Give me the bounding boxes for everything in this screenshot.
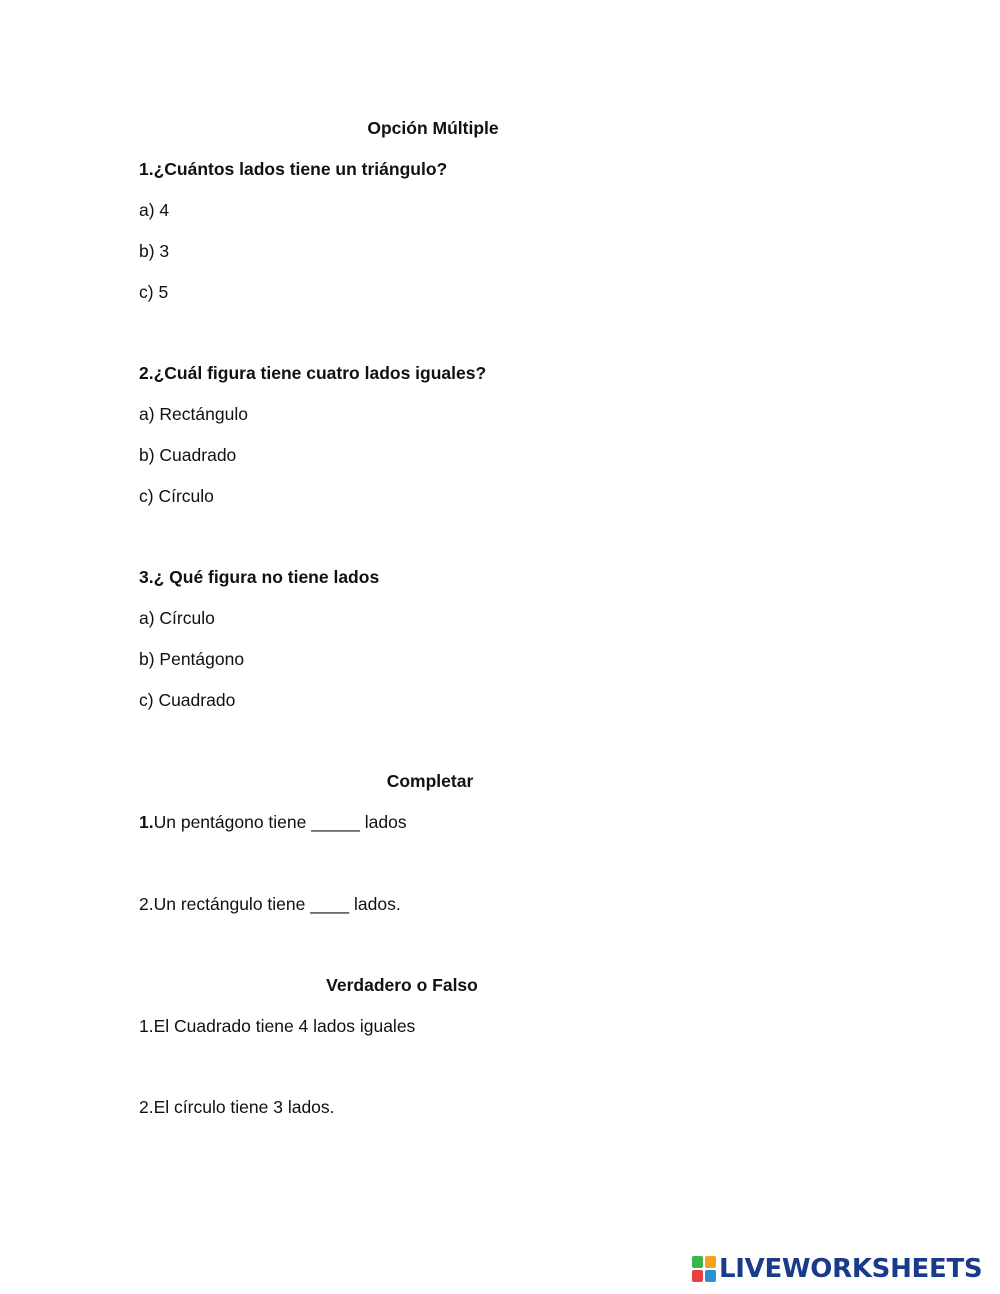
section-title-true-false: Verdadero o Falso xyxy=(326,975,478,995)
complete-item-1-text: Un pentágono tiene _____ lados xyxy=(153,812,407,832)
complete-item-2: 2.Un rectángulo tiene ____ lados. xyxy=(139,894,401,914)
question-2-prompt: 2.¿Cuál figura tiene cuatro lados iguales? xyxy=(139,363,487,383)
question-2-option-b: b) Cuadrado xyxy=(139,445,237,465)
question-1-option-b: b) 3 xyxy=(139,241,170,261)
true-false-item-2: 2.El círculo tiene 3 lados. xyxy=(139,1097,335,1117)
question-1-option-a: a) 4 xyxy=(139,200,170,220)
question-2-option-c: c) Círculo xyxy=(139,486,214,506)
complete-item-1-number: 1. xyxy=(139,812,154,832)
true-false-item-1: 1.El Cuadrado tiene 4 lados iguales xyxy=(139,1016,416,1036)
liveworksheets-logo xyxy=(692,1255,982,1283)
question-3-option-c: c) Cuadrado xyxy=(139,690,236,710)
liveworksheets-logo-text: LIVEWORKSHEETS xyxy=(719,1254,983,1284)
question-1-option-c: c) 5 xyxy=(139,282,169,302)
question-2-option-a: a) Rectángulo xyxy=(139,404,248,424)
question-3-option-a: a) Círculo xyxy=(139,608,215,628)
question-1-prompt: 1.¿Cuántos lados tiene un triángulo? xyxy=(139,159,448,179)
section-title-multiple-choice: Opción Múltiple xyxy=(367,118,499,138)
section-title-complete: Completar xyxy=(386,771,474,791)
question-3-prompt: 3.¿ Qué figura no tiene lados xyxy=(139,567,380,587)
liveworksheets-logo-icon xyxy=(692,1256,716,1282)
question-3-option-b: b) Pentágono xyxy=(139,649,245,669)
complete-item-1 xyxy=(139,811,407,833)
